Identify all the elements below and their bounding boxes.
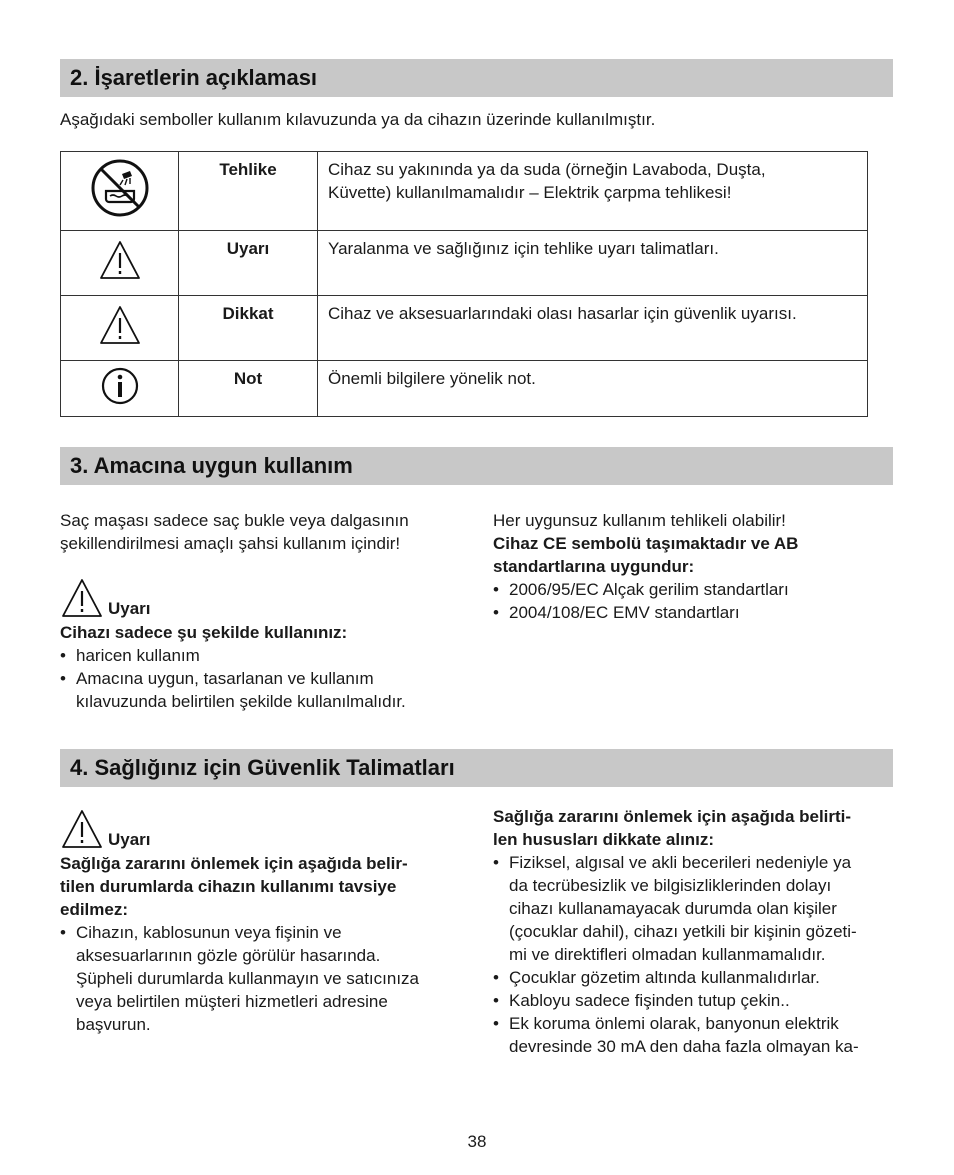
list-item-text: da tecrübesizlik ve bilgisizliklerinden dolayı <box>509 876 832 895</box>
list-item <box>493 966 898 989</box>
list-item-text: • Çocuklar gözetim altında kullanmalıdırlar. <box>509 968 820 987</box>
warning-triangle-icon <box>60 577 104 619</box>
bullet-list <box>493 578 893 624</box>
intended-use-left-column <box>60 509 460 713</box>
list-item-text: • Ek koruma önlemi olarak, banyonun elektrik <box>509 1014 839 1033</box>
list-item-text: cihazı kullanamayacak durumda olan kişiler <box>509 899 837 918</box>
list-item <box>60 921 460 1036</box>
bold-instruction: Cihazı sadece şu şekilde kullanınız: <box>60 623 348 642</box>
list-item-text: Şüpheli durumlarda kullanmayın ve satıcınıza <box>76 969 420 988</box>
list-item-text: (çocuklar dahil), cihazı yetkili bir kişinin gözeti- <box>509 922 857 941</box>
description-line: Önemli bilgilere yönelik not. <box>328 369 536 388</box>
warning-label: Uyarı <box>108 599 151 618</box>
bold-line: len hususları dikkate alınız: <box>493 830 715 849</box>
list-item-text: • Amacına uygun, tasarlanan ve kullanım <box>76 669 374 688</box>
warning-heading <box>60 575 460 619</box>
list-item: • 2006/95/EC Alçak gerilim standartları <box>493 578 893 601</box>
list-item <box>60 667 460 713</box>
symbol-label: Not <box>179 361 318 417</box>
list-item <box>60 644 460 667</box>
table-row <box>61 152 868 231</box>
symbol-label: Dikkat <box>179 296 318 361</box>
safety-right-column <box>493 805 898 1058</box>
list-item-text: kılavuzunda belirtilen şekilde kullanılmalıdır. <box>76 692 406 711</box>
paragraph-line: şekillendirilmesi amaçlı şahsi kullanım içindir! <box>60 534 401 553</box>
description-line: Yaralanma ve sağlığınız için tehlike uyarı talimatları. <box>328 239 719 258</box>
warning-triangle-icon <box>98 239 142 281</box>
table-row <box>61 361 868 417</box>
bullet-list <box>493 851 898 1058</box>
symbol-cell <box>61 231 179 296</box>
bullet-list <box>60 644 460 713</box>
symbol-cell <box>61 361 179 417</box>
symbol-description <box>318 296 868 361</box>
section-heading-intended-use: 3. Amacına uygun kullanım <box>60 447 893 485</box>
symbol-table <box>60 151 868 417</box>
list-item-text: veya belirtilen müşteri hizmetleri adresine <box>76 992 388 1011</box>
table-row <box>61 296 868 361</box>
list-item-text: haricen kullanım <box>76 646 200 665</box>
list-item <box>493 1012 898 1058</box>
info-icon <box>100 366 140 406</box>
symbols-intro: Aşağıdaki semboller kullanım kılavuzunda ya da cihazın üzerinde kullanılmıştır. <box>60 110 656 129</box>
symbol-cell <box>61 152 179 231</box>
list-item-text: mi ve direktifleri olmadan kullanmamalıdır. <box>509 945 826 964</box>
symbol-label: Uyarı <box>179 231 318 296</box>
list-item-text: aksesuarlarının gözle görülür hasarında. <box>76 946 381 965</box>
list-item-text: başvurun. <box>76 1015 151 1034</box>
bold-line: Sağlığa zararını önlemek için aşağıda belirti- <box>493 807 852 826</box>
symbol-description <box>318 231 868 296</box>
bold-line: Cihaz CE sembolü taşımaktadır ve AB <box>493 534 799 553</box>
warning-triangle-icon <box>98 304 142 346</box>
warning-triangle-icon <box>60 808 104 850</box>
paragraph-line: Her uygunsuz kullanım tehlikeli olabilir! <box>493 511 786 530</box>
table-row <box>61 231 868 296</box>
paragraph-line: Saç maşası sadece saç bukle veya dalgasının <box>60 511 409 530</box>
page-number: 38 <box>467 1132 487 1151</box>
symbol-label: Tehlike <box>179 152 318 231</box>
list-item-text: devresinde 30 mA den daha fazla olmayan ka- <box>509 1037 859 1056</box>
symbol-description <box>318 152 868 231</box>
list-item <box>493 989 898 1012</box>
section-heading-safety: 4. Sağlığınız için Güvenlik Talimatları <box>60 749 893 787</box>
list-item-text: • Fiziksel, algısal ve akli becerileri nedeniyle ya <box>509 853 852 872</box>
warning-heading <box>60 806 460 850</box>
list-item: • 2004/108/EC EMV standartları <box>493 601 893 624</box>
bold-line: Sağlığa zararını önlemek için aşağıda belir- <box>60 854 408 873</box>
bold-line: edilmez: <box>60 900 129 919</box>
description-line: Cihaz su yakınında ya da suda (örneğin Lavaboda, Duşta, <box>328 160 766 179</box>
symbol-description <box>318 361 868 417</box>
no-water-icon <box>89 157 151 219</box>
safety-left-column <box>60 808 460 1036</box>
bold-line: tilen durumlarda cihazın kullanımı tavsiye <box>60 877 397 896</box>
intended-use-right-column <box>493 509 893 624</box>
symbol-cell <box>61 296 179 361</box>
list-item <box>493 851 898 966</box>
list-item-text: • Cihazın, kablosunun veya fişinin ve <box>76 923 342 942</box>
bold-line: standartlarına uygundur: <box>493 557 695 576</box>
list-item-text: • Kabloyu sadece fişinden tutup çekin.. <box>509 991 790 1010</box>
bullet-list <box>60 921 460 1036</box>
description-line: Cihaz ve aksesuarlarındaki olası hasarlar için güvenlik uyarısı. <box>328 304 797 323</box>
section-heading-symbols: 2. İşaretlerin açıklaması <box>60 59 893 97</box>
description-line: Küvette) kullanılmamalıdır – Elektrik çarpma tehlikesi! <box>328 183 732 202</box>
warning-label: Uyarı <box>108 830 151 849</box>
